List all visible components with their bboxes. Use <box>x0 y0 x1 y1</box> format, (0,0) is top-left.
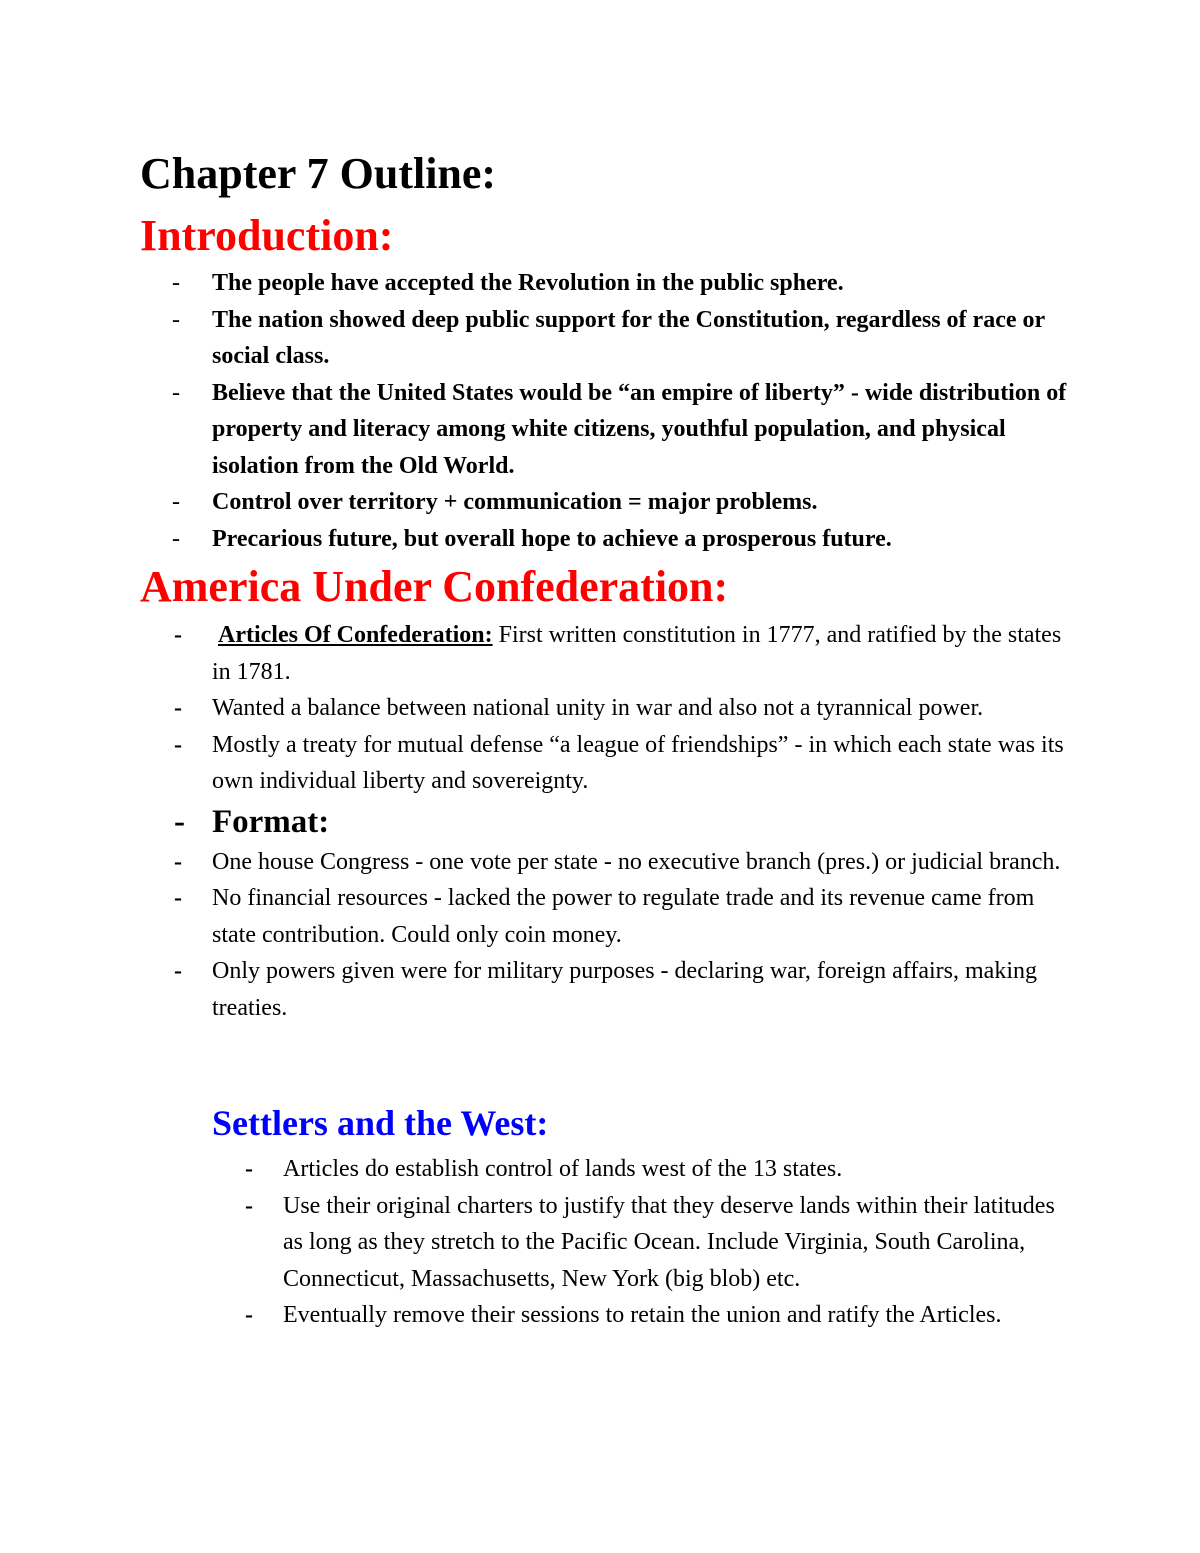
bullet-dash: - <box>245 1302 253 1328</box>
list-item-text: Believe that the United States would be “an empire of liberty” - wide distribution of property and literacy among white citizens, youthful population, and physical isolation from the Old World. <box>212 379 1067 479</box>
bullet-dash: - <box>174 731 182 758</box>
list-item-text: No financial resources - lacked the power to regulate trade and its revenue came from state contribution. Could only coin money. <box>212 885 1035 948</box>
list-item <box>174 953 1072 1026</box>
list-item-text: The nation showed deep public support for the Constitution, regardless of race or social class. <box>212 306 1045 369</box>
bullet-dash: - <box>174 622 182 648</box>
list-item <box>174 844 1072 881</box>
list-item <box>172 265 1072 302</box>
bullet-dash: - <box>174 803 185 840</box>
list-item-text: Articles do establish control of lands west of the 13 states. <box>283 1156 843 1182</box>
bullet-dash: - <box>172 306 180 333</box>
bullet-dash: - <box>172 270 180 296</box>
format-heading <box>174 800 1072 844</box>
list-item <box>172 302 1072 375</box>
articles-term: Articles Of Confederation: <box>218 622 493 648</box>
list-item <box>174 727 1072 800</box>
west-list <box>245 1151 1073 1334</box>
introduction-list <box>172 265 1072 557</box>
list-item-text: Eventually remove their sessions to retain the union and ratify the Articles. <box>283 1302 1002 1328</box>
bullet-dash: - <box>245 1192 253 1219</box>
page-title: Chapter 7 Outline: <box>140 149 497 198</box>
list-item-text: Mostly a treaty for mutual defense “a league of friendships” - in which each state was its own individual liberty and sovereignty. <box>212 731 1064 794</box>
list-item-text: Wanted a balance between national unity in war and also not a tyrannical power. <box>212 695 984 721</box>
confederation-list <box>174 617 1072 1026</box>
list-item <box>245 1151 1073 1188</box>
list-item <box>245 1297 1073 1334</box>
list-item <box>172 521 1072 558</box>
list-item-text: Use their original charters to justify that they deserve lands within their latitudes as long as they stretch to the Pacific Ocean. Include Virginia, South Carolina, Connecticut, Massachusetts, New York (big blob) etc. <box>283 1192 1055 1292</box>
list-item <box>172 375 1072 485</box>
format-heading-text: Format: <box>212 803 330 840</box>
list-item-text: Only powers given were for military purposes - declaring war, foreign affairs, making treaties. <box>212 958 1037 1021</box>
bullet-dash: - <box>174 885 182 911</box>
list-item-text: The people have accepted the Revolution in the public sphere. <box>212 270 844 296</box>
list-item-text: One house Congress - one vote per state - no executive branch (pres.) or judicial branch. <box>212 848 1061 875</box>
list-item-text: Precarious future, but overall hope to achieve a prosperous future. <box>212 525 892 552</box>
bullet-dash: - <box>174 958 182 984</box>
list-item <box>174 690 1072 727</box>
west-heading: Settlers and the West: <box>212 1103 549 1143</box>
bullet-dash: - <box>245 1156 253 1182</box>
bullet-dash: - <box>172 489 180 515</box>
list-item-text: Control over territory + communication = major problems. <box>212 489 818 515</box>
bullet-dash: - <box>172 379 180 406</box>
bullet-dash: - <box>174 695 182 721</box>
bullet-dash: - <box>172 525 180 552</box>
list-item-text: First written constitution in 1777, and ratified by the states in 1781. <box>212 622 1062 685</box>
introduction-heading: Introduction: <box>140 211 394 260</box>
bullet-dash: - <box>174 848 182 875</box>
list-item <box>174 617 1072 690</box>
confederation-heading: America Under Confederation: <box>140 562 729 611</box>
list-item <box>245 1188 1073 1298</box>
list-item <box>172 484 1072 521</box>
list-item <box>174 880 1072 953</box>
